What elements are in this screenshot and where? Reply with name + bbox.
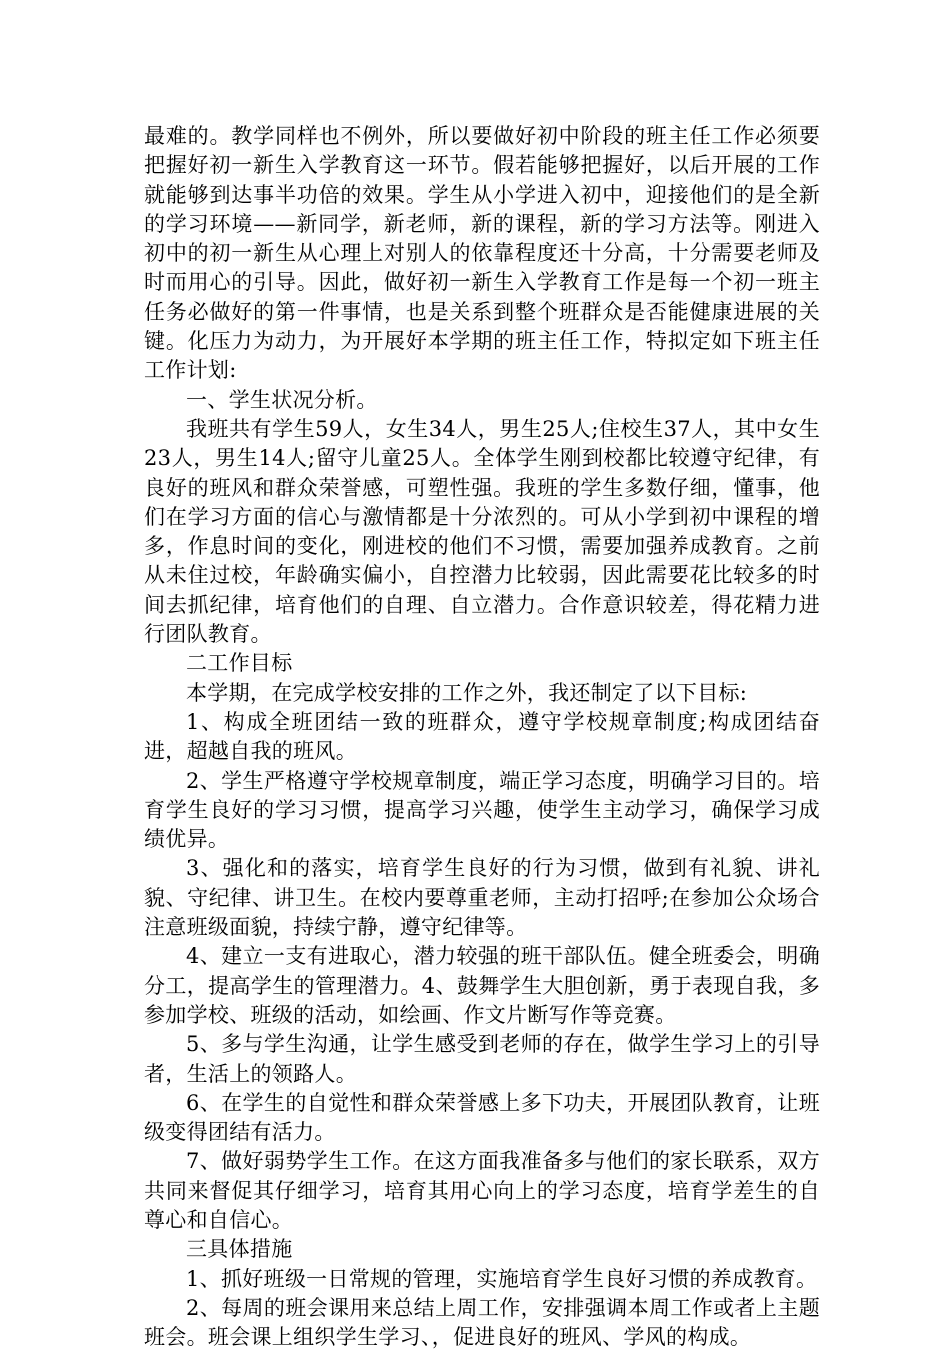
document-page <box>144 122 820 1352</box>
goal-item-4: 4、建立一支有进取心，潜力较强的班干部队伍。健全班委会，明确分工，提高学生的管理潜力。4、鼓舞学生大胆创新，勇于表现自我，多参加学校、班级的活动，如绘画、作文片断写作等竞赛。 <box>144 944 820 1027</box>
paragraph-student-analysis: 我班共有学生59人，女生34人，男生25人;住校生37人，其中女生23人，男生14人;留守儿童25人。全体学生刚到校都比较遵守纪律，有良好的班风和群众荣誉感，可塑性强。我班的学生多数仔细，懂事，他们在学习方面的信心与激情都是十分浓烈的。可从小学到初中课程的增多，作息时间的变化，刚进校的他们不习惯，需要加强养成教育。之前从未住过校，年龄确实偏小，自控潜力比较弱，因此需要花比较多的时间去抓纪律，培育他们的自理、自立潜力。合作意识较差，得花精力进行团队教育。 <box>144 416 820 647</box>
section-heading-work-goals: 二工作目标 <box>186 651 293 676</box>
section-heading-measures: 三具体措施 <box>186 1237 293 1262</box>
measure-item-2: 2、每周的班会课用来总结上周工作，安排强调本周工作或者上主题班会。班会课上组织学生学习、，促进良好的班风、学风的构成。 <box>144 1295 820 1350</box>
intro-paragraph: 最难的。教学同样也不例外，所以要做好初中阶段的班主任工作必须要把握好初一新生入学教育这一环节。假若能够把握好，以后开展的工作就能够到达事半功倍的效果。学生从小学进入初中，迎接他们的是全新的学习环境——新同学，新老师，新的课程，新的学习方法等。刚进入初中的初一新生从心理上对别人的依靠程度还十分高，十分需要老师及时而用心的引导。因此，做好初一新生入学教育工作是每一个初一班主任务必做好的第一件事情，也是关系到整个班群众是否能健康进展的关键。化压力为动力，为开展好本学期的班主任工作，特拟定如下班主任工作计划: <box>144 124 820 383</box>
goal-item-6: 6、在学生的自觉性和群众荣誉感上多下功夫，开展团队教育，让班级变得团结有活力。 <box>144 1090 820 1145</box>
goal-item-1: 1、构成全班团结一致的班群众，遵守学校规章制度;构成团结奋进，超越自我的班风。 <box>144 709 820 764</box>
goal-item-2: 2、学生严格遵守学校规章制度，端正学习态度，明确学习目的。培育学生良好的学习习惯，提高学习兴趣，使学生主动学习，确保学习成绩优异。 <box>144 768 820 852</box>
goal-item-7: 7、做好弱势学生工作。在这方面我准备多与他们的家长联系，双方共同来督促其仔细学习，培育其用心向上的学习态度，培育学差生的自尊心和自信心。 <box>144 1149 820 1232</box>
goal-item-3: 3、强化和的落实，培育学生良好的行为习惯，做到有礼貌、讲礼貌、守纪律、讲卫生。在校内要尊重老师，主动打招呼;在参加公众场合注意班级面貌，持续宁静，遵守纪律等。 <box>144 856 820 940</box>
measure-item-1: 1、抓好班级一日常规的管理，实施培育学生良好习惯的养成教育。 <box>186 1266 818 1291</box>
paragraph-goals-intro: 本学期，在完成学校安排的工作之外，我还制定了以下目标: <box>186 680 748 705</box>
section-heading-student-analysis: 一、学生状况分析。 <box>186 387 378 412</box>
goal-item-5: 5、多与学生沟通，让学生感受到老师的存在，做学生学习上的引导者，生活上的领路人。 <box>144 1032 820 1086</box>
